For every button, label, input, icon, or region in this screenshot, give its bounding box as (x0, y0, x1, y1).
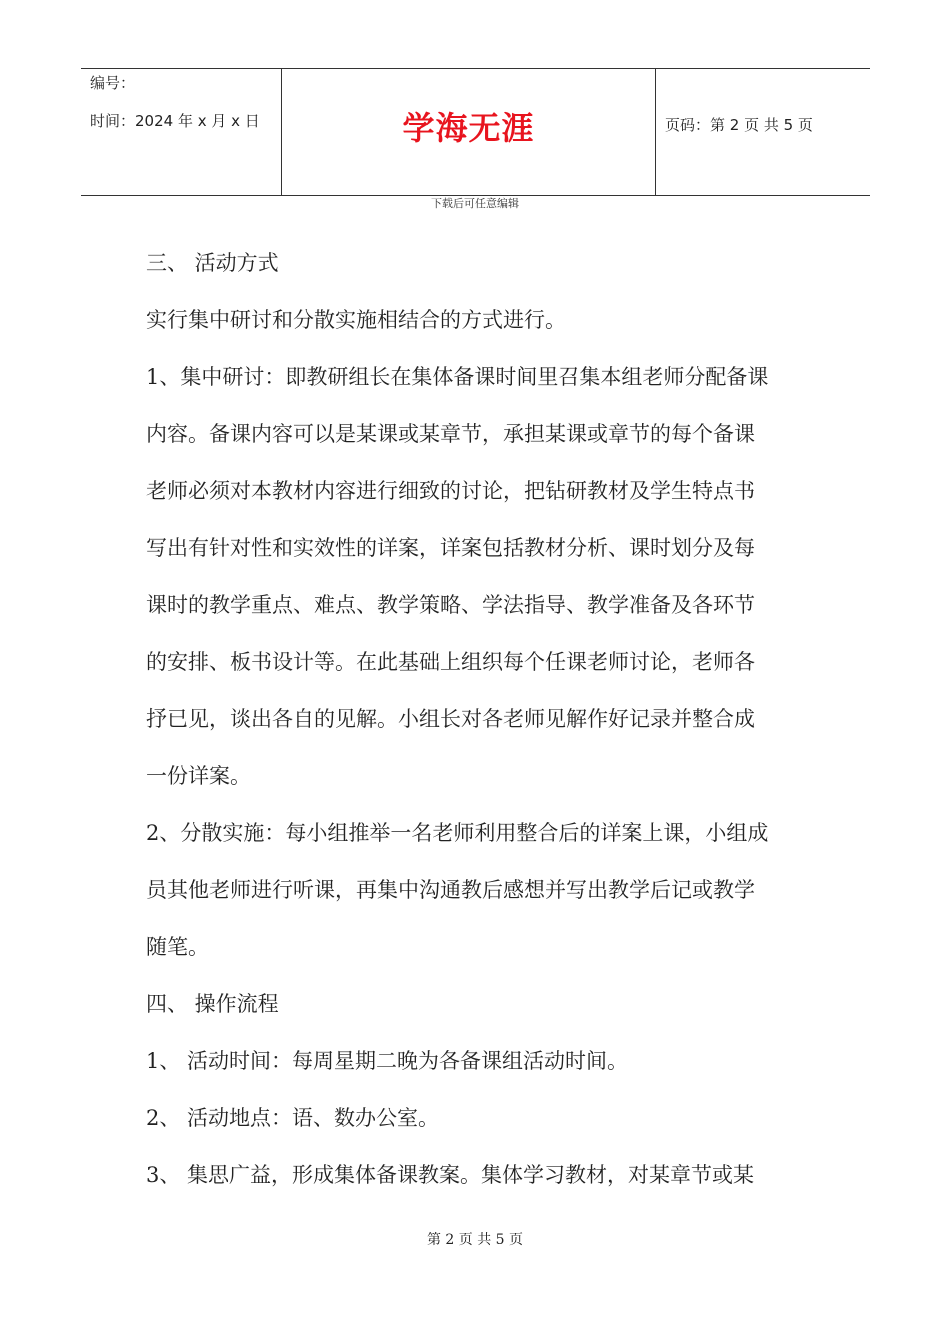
paragraph-line: 内容。备课内容可以是某课或某章节，承担某课或章节的每个备课 (146, 422, 755, 446)
header-page-cell (655, 69, 870, 195)
brand-title: 学海无涯 (402, 109, 535, 147)
paragraph-line: 抒已见，谈出各自的见解。小组长对各老师见解作好记录并整合成 (146, 707, 755, 731)
paragraph-line: 1、集中研讨：即教研组长在集体备课时间里召集本组老师分配备课 (146, 365, 769, 389)
paragraph-line: 写出有针对性和实效性的详案，详案包括教材分析、课时划分及每 (146, 536, 755, 560)
page-footer: 第 2 页 共 5 页 (426, 1232, 524, 1248)
section-heading: 三、 活动方式 (146, 251, 279, 275)
document-time-label: 时间：2024 年 x 月 x 日 (90, 112, 260, 130)
header-brand-cell (281, 69, 656, 195)
paragraph-line: 一份详案。 (146, 764, 251, 788)
page-header (81, 68, 870, 196)
paragraph-line: 2、分散实施：每小组推举一名老师利用整合后的详案上课，小组成 (146, 821, 769, 845)
edit-note: 下载后可任意编辑 (431, 197, 519, 210)
paragraph-line: 的安排、板书设计等。在此基础上组织每个任课老师讨论，老师各 (146, 650, 755, 674)
list-item: 3、 集思广益，形成集体备课教案。集体学习教材，对某章节或某 (146, 1163, 755, 1187)
document-body (146, 235, 810, 1204)
paragraph-line: 课时的教学重点、难点、教学策略、学法指导、教学准备及各环节 (146, 593, 755, 617)
header-info-cell (81, 69, 281, 195)
header-page-number: 页码：第 2 页 共 5 页 (665, 116, 813, 134)
paragraph-line: 实行集中研讨和分散实施相结合的方式进行。 (146, 308, 566, 332)
list-item: 1、 活动时间：每周星期二晚为各备课组活动时间。 (146, 1049, 629, 1073)
paragraph-line: 老师必须对本教材内容进行细致的讨论，把钻研教材及学生特点书 (146, 479, 755, 503)
section-heading: 四、 操作流程 (146, 992, 279, 1016)
list-item: 2、 活动地点：语、数办公室。 (146, 1106, 440, 1130)
paragraph-line: 员其他老师进行听课，再集中沟通教后感想并写出教学后记或教学 (146, 878, 755, 902)
paragraph-line: 随笔。 (146, 935, 209, 959)
document-number-label: 编号： (90, 74, 136, 92)
